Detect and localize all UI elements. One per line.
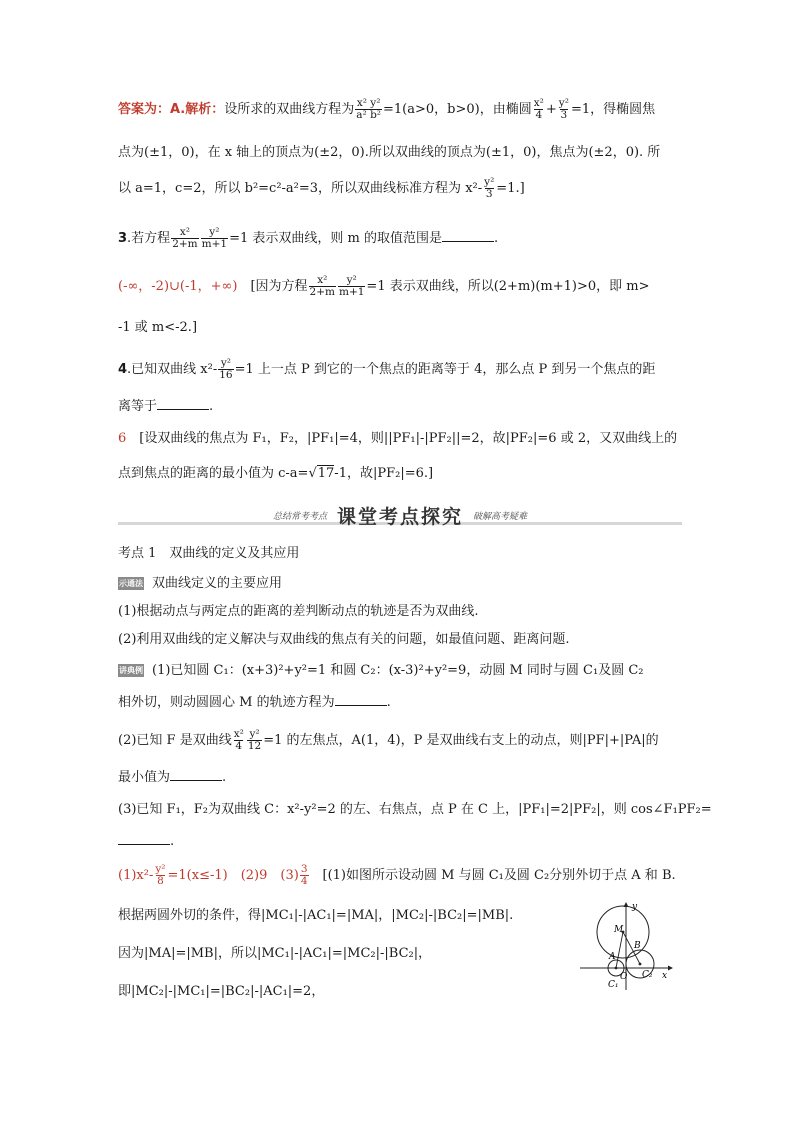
text: =1 上一点 P 到它的一个焦点的距离等于 4，那么点 P 到另一个焦点的距	[234, 362, 656, 377]
text: .	[222, 770, 227, 785]
text: [(1)如图所示设动圆 M 与圆 C₁及圆 C₂分别外切于点 A 和 B.	[322, 868, 676, 883]
fraction: $\frac{\text{x²}}{2+m}$	[309, 274, 335, 298]
answer2-line2: 点为(±1，0)，在 x 轴上的顶点为(±2，0).所以双曲线的顶点为(±1，0)，焦点为(±2，0). 所	[118, 145, 661, 160]
method-heading	[118, 574, 282, 594]
text: [因为方程	[250, 279, 308, 294]
method-title: 双曲线定义的主要应用	[152, 576, 283, 591]
text: .	[386, 695, 391, 710]
text: 以 a=1，c=2，所以 b²=c²-a²=3，所以双曲线标准方程为 x²-	[118, 181, 483, 196]
text: .	[493, 231, 499, 246]
point-c2	[639, 963, 642, 966]
text: [设双曲线的焦点为 F₁，F₂，|PF₁|=4，则||PF₁|-|PF₂||=2，故|PF₂|=6 或 2，又双曲线上的	[139, 431, 678, 446]
banner-left-text: 总结常考考点	[272, 512, 327, 522]
question-4	[118, 358, 655, 381]
answer-value: (-∞，-2)∪(-1，+∞)	[118, 279, 238, 294]
example-tag: 讲典例	[119, 666, 143, 675]
text: .	[209, 399, 214, 414]
answer2-line3	[118, 177, 525, 200]
fraction: $\frac{\text{y²}}{m+1}$	[201, 226, 228, 250]
text: (1)已知圆 C₁：(x+3)²+y²=1 和圆 C₂：(x-3)²+y²=9，动圆 M 同时与圆 C₁及圆 C₂	[152, 663, 644, 678]
section-banner	[118, 500, 682, 532]
answer-blank	[118, 832, 170, 845]
kp1-exp-4: 即|MC₂|-|MC₁|=|BC₂|-|AC₁|=2，	[118, 984, 325, 999]
banner-title: 课堂考点探究	[336, 506, 463, 528]
text: =1 表示双曲线，所以(2+m)(m+1)>0，即 m>	[366, 279, 650, 294]
label-c2: C₂	[642, 970, 653, 980]
label-x: x	[662, 971, 668, 981]
answer-value: 6	[118, 431, 127, 446]
q4-answer-line	[118, 429, 677, 449]
label-c1: C₁	[608, 980, 619, 990]
question-4-line2	[118, 397, 213, 417]
fraction: $\frac{\text{x²}}{4}$	[533, 97, 544, 121]
answer-label: 答案为：A.解析：	[118, 102, 225, 117]
banner-right-text: 破解高考疑难	[473, 512, 528, 522]
fraction: $\frac{\text{x² y²}}{\text{a² b²}}$	[356, 97, 382, 121]
answer-blank	[157, 397, 209, 410]
answer-blank	[335, 693, 387, 706]
text: 设所求的双曲线方程为	[224, 102, 355, 117]
text: -1，故|PF₂|=6.]	[334, 466, 434, 481]
example-3-line2	[118, 832, 174, 852]
text: =1 表示双曲线，则 m 的取值范围是	[229, 231, 442, 246]
q3-answer-line2: -1 或 m<-2.]	[118, 320, 198, 335]
example-2-line2	[118, 768, 226, 788]
text: =1.]	[496, 181, 525, 196]
fraction: $\frac{\text{y²}}{m+1}$	[338, 274, 365, 298]
text: =1 的左焦点，A(1，4)，P 是双曲线右支上的动点，则|PF|+|PA|的	[263, 733, 659, 748]
kp1-exp-3: 因为|MA|=|MB|，所以|MC₁|-|AC₁|=|MC₂|-|BC₂|，	[118, 946, 432, 961]
q4-answer-line2: 点到焦点的距离的最小值为 c-a=√17-1，故|PF₂|=6.]	[118, 466, 434, 481]
label-o: O	[620, 972, 628, 982]
method-item-2: (2)利用双曲线的定义解决与双曲线的焦点有关的问题，如最值问题、距离问题.	[118, 632, 570, 647]
example-1	[118, 661, 643, 681]
fraction: $\frac{\text{y²}}{16}$	[219, 357, 233, 381]
text: .已知双曲线 x²-	[127, 362, 218, 377]
text: .	[170, 834, 175, 849]
label-a: A	[609, 952, 616, 962]
text: =1(a>0，b>0)，由椭圆	[383, 102, 532, 117]
kp1-title: 考点 1 双曲线的定义及其应用	[118, 546, 300, 561]
x-axis-arrow	[668, 966, 673, 971]
text: .若方程	[127, 231, 171, 246]
answer-value: (1)x²- $\frac{\text{y²}}{8}$ =1(x≤-1) (2)9 (3) $\frac{3}{4}$	[118, 863, 308, 887]
fraction: $\frac{\text{y²}}{3}$	[558, 97, 569, 121]
example-3: (3)已知 F₁，F₂为双曲线 C：x²-y²=2 的左、右焦点，点 P 在 C 上，|PF₁|=2|PF₂|，则 cos∠F₁PF₂=	[118, 802, 712, 817]
answer-blank	[442, 229, 494, 242]
text: 最小值为	[118, 770, 171, 785]
text: (2)已知 F 是双曲线	[118, 733, 232, 748]
answer-blank	[170, 768, 222, 781]
q3-answer-line	[118, 275, 650, 298]
point-c1	[615, 967, 618, 970]
sqrt-value: 17	[317, 466, 335, 481]
text: 点到焦点的距离的最小值为 c-a=	[118, 466, 309, 481]
text: =1，得椭圆焦	[570, 102, 656, 117]
kp1-exp-2: 根据两圆外切的条件，得|MC₁|-|AC₁|=|MA|，|MC₂|-|BC₂|=|MB|.	[118, 908, 514, 923]
method-item-1: (1)根据动点与两定点的距离的差判断动点的轨迹是否为双曲线.	[118, 604, 479, 619]
question-number: 3	[118, 231, 128, 246]
question-3	[118, 227, 498, 250]
label-b: B	[634, 941, 641, 951]
example-1-line2	[118, 693, 391, 713]
kp1-answer-line	[118, 864, 676, 887]
label-m: M	[614, 925, 624, 935]
question-number: 4	[118, 362, 128, 377]
text: 相外切，则动圆圆心 M 的轨迹方程为	[118, 695, 335, 710]
fraction: $\frac{\text{y²}}{12}$	[247, 728, 262, 752]
fraction: $\frac{\text{x²}}{4}$	[233, 728, 244, 752]
answer2-line1	[118, 98, 655, 121]
label-y: y	[632, 902, 638, 912]
fraction: $\frac{\text{x²}}{2+m}$	[172, 226, 198, 250]
method-tag: 示通法	[119, 579, 143, 588]
example-2	[118, 729, 659, 752]
circles-figure	[576, 900, 676, 992]
fraction: $\frac{\text{y²}}{3}$	[484, 176, 495, 200]
text: +	[545, 102, 557, 117]
text: 离等于	[118, 399, 158, 414]
